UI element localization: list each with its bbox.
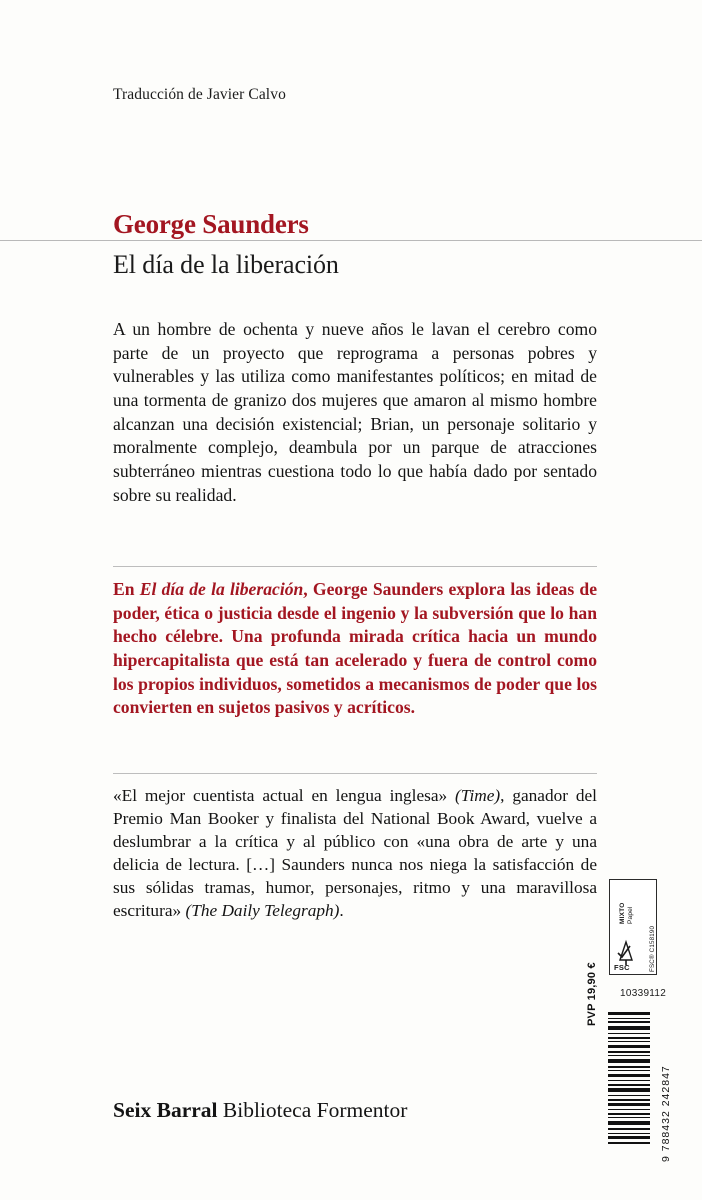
divider-synopsis-pitch xyxy=(113,566,597,567)
translator-credit: Traducción de Javier Calvo xyxy=(113,86,286,103)
imprint-publisher: Seix Barral xyxy=(113,1098,218,1122)
divider-pitch-press xyxy=(113,773,597,774)
pitch-rest: , George Saunders explora las ideas de poder, ética o justicia desde el ingenio y la subversión que lo han hecho célebre. Una profunda mirada crítica hacia un mundo hipercapitalista que está tan acelerado y fuera de control como los propios individuos, sometidos a mecanismos de poder que los convierten en sujetos pasivos y acríticos. xyxy=(113,579,598,718)
synopsis-paragraph: A un hombre de ochenta y nueve años le lavan el cerebro como parte de un proyecto que reprograma a personas pobres y vulnerables y las utiliza como manifestantes políticos; en mitad de una tormenta de granizo dos mujeres que amaron al mismo hombre alcanzan una decisión existencial; Brian, un personaje solitario y moralmente complejo, deambula por un parque de atracciones subterráneo mientras cuestiona todo lo que había dado por sentado sobre su realidad. xyxy=(113,319,597,505)
imprint-line xyxy=(113,1098,407,1123)
fsc-code: FSC® C158190 xyxy=(649,925,656,972)
press-quotes-paragraph xyxy=(113,784,597,922)
fsc-line-2: Papel xyxy=(627,906,634,924)
pitch-paragraph xyxy=(113,578,597,720)
pitch-title-italic: El día de la liberación xyxy=(139,579,304,599)
author-name: George Saunders xyxy=(113,209,309,239)
price-label: PVP 19,90 € xyxy=(586,962,598,1026)
press-part-2: , ganador del Premio Man Booker y finalista del National Book Award, vuelve a deslumbrar a la crítica y al público con «una obra de arte y una delicia de lectura. […] Saunders nunca nos niega la satisfacción de sus sólidas tramas, humor, personajes, ritmo y una maravillosa escritura» xyxy=(113,786,597,920)
imprint-collection: Biblioteca Formentor xyxy=(217,1098,408,1122)
barcode-bars xyxy=(608,1012,650,1144)
fsc-line-1: MIXTO xyxy=(619,902,626,924)
pitch-prefix: En xyxy=(113,579,140,599)
divider-top xyxy=(0,240,702,241)
press-source-telegraph: (The Daily Telegraph) xyxy=(185,901,340,920)
fsc-certification-box xyxy=(609,879,657,975)
deposit-number: 10339112 xyxy=(620,988,667,999)
isbn-digits: 9 788432 242847 xyxy=(660,1065,672,1162)
press-source-time: (Time) xyxy=(455,786,501,805)
press-part-3: . xyxy=(339,901,344,920)
press-part-1: «El mejor cuentista actual en lengua inglesa» xyxy=(113,786,456,805)
book-title: El día de la liberación xyxy=(113,250,339,279)
fsc-label: FSC xyxy=(614,963,630,972)
